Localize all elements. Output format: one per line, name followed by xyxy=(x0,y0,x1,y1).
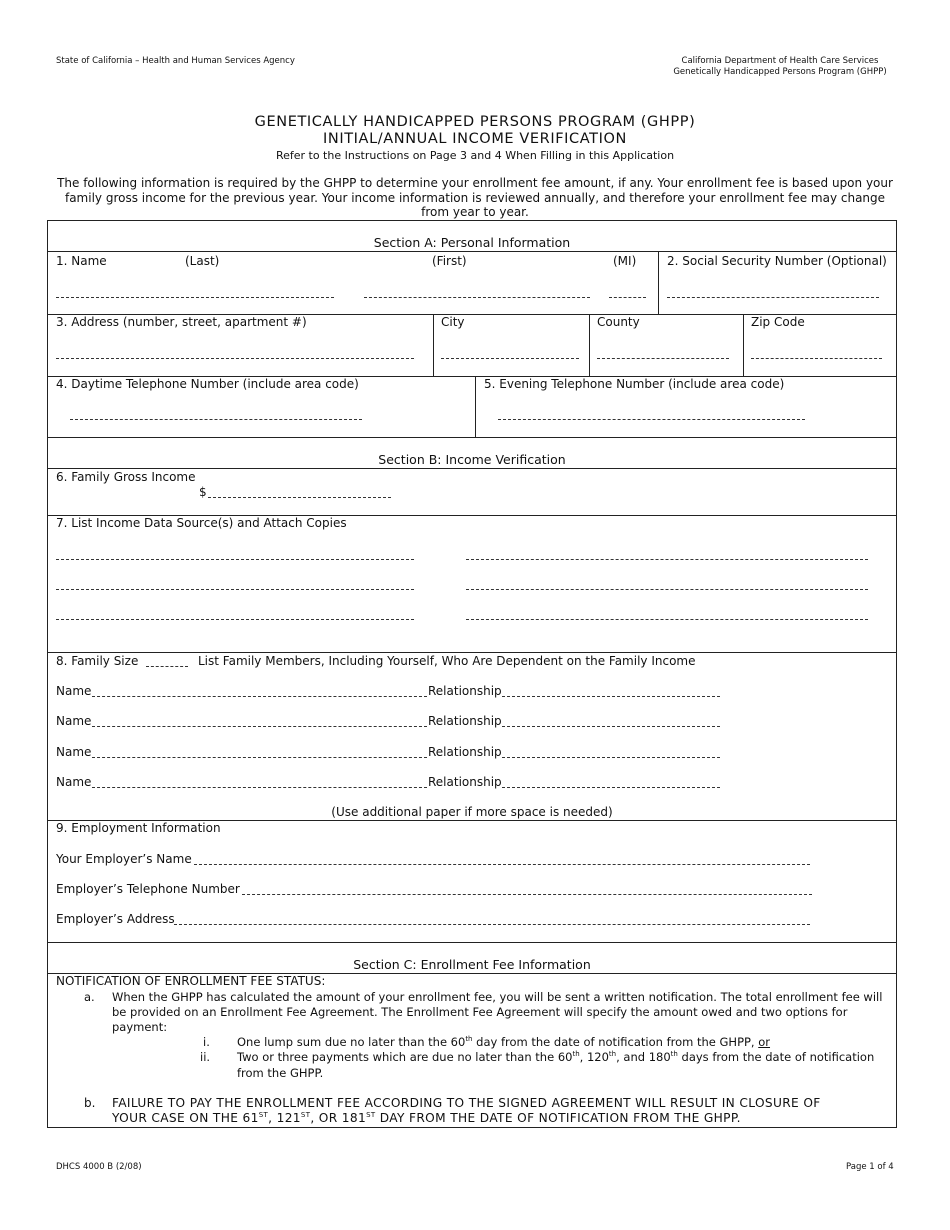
employer-name-field[interactable] xyxy=(194,864,810,865)
member-name-field[interactable] xyxy=(92,757,427,758)
relationship-field[interactable] xyxy=(502,726,720,727)
intro-line-3: from year to year. xyxy=(421,205,529,219)
item-ii-text: Two or three payments which are due no later than the 60th, 120th, and 180th days from the date of notification xyxy=(237,1050,875,1064)
item-i-marker: i. xyxy=(203,1035,210,1049)
page-number: Page 1 of 4 xyxy=(846,1162,894,1172)
member-name-label: Name xyxy=(56,775,92,789)
county-label: County xyxy=(597,315,640,329)
relationship-label: Relationship xyxy=(428,714,502,728)
section-b-heading: Section B: Income Verification xyxy=(378,452,566,467)
ssn-label: 2. Social Security Number (Optional) xyxy=(667,254,887,268)
address-field[interactable] xyxy=(56,358,414,359)
employer-address-field[interactable] xyxy=(174,924,810,925)
last-name-field[interactable] xyxy=(56,297,334,298)
family-members-label: List Family Members, Including Yourself, Who Are Dependent on the Family Income xyxy=(198,654,696,668)
item-ii-line-2: from the GHPP. xyxy=(237,1066,324,1080)
divider xyxy=(47,437,897,438)
income-source-field[interactable] xyxy=(466,559,868,560)
relationship-field[interactable] xyxy=(502,757,720,758)
divider xyxy=(475,376,476,437)
item-a-line-1: When the GHPP has calculated the amount of your enrollment fee, you will be sent a written notification. The total enrollment fee will xyxy=(112,990,883,1004)
divider xyxy=(589,314,590,376)
intro-line-1: The following information is required by the GHPP to determine your enrollment fee amount, if any. Your enrollment fee is based upon your xyxy=(57,176,893,190)
member-name-field[interactable] xyxy=(92,726,427,727)
address-label: 3. Address (number, street, apartment #) xyxy=(56,315,307,329)
city-label: City xyxy=(441,315,465,329)
member-name-label: Name xyxy=(56,714,92,728)
first-name-label: (First) xyxy=(432,254,467,268)
day-phone-label: 4. Daytime Telephone Number (include area code) xyxy=(56,377,359,391)
mi-field[interactable] xyxy=(609,297,646,298)
relationship-label: Relationship xyxy=(428,684,502,698)
member-name-label: Name xyxy=(56,684,92,698)
member-name-field[interactable] xyxy=(92,787,427,788)
mi-label: (MI) xyxy=(613,254,637,268)
zip-label: Zip Code xyxy=(751,315,805,329)
employer-phone-field[interactable] xyxy=(242,894,812,895)
relationship-field[interactable] xyxy=(502,696,720,697)
income-source-field[interactable] xyxy=(56,559,414,560)
item-i-text: One lump sum due no later than the 60th day from the date of notification from the GHPP, or xyxy=(237,1035,771,1049)
notification-heading: NOTIFICATION OF ENROLLMENT FEE STATUS: xyxy=(56,974,326,988)
relationship-field[interactable] xyxy=(502,787,720,788)
item-a-line-3: payment: xyxy=(112,1020,168,1034)
member-name-label: Name xyxy=(56,745,92,759)
divider xyxy=(47,942,897,943)
relationship-label: Relationship xyxy=(428,745,502,759)
form-title: GENETICALLY HANDICAPPED PERSONS PROGRAM (GHPP) xyxy=(254,114,696,130)
section-a-heading: Section A: Personal Information xyxy=(373,235,571,250)
family-size-label: 8. Family Size xyxy=(56,654,139,668)
evening-phone-label: 5. Evening Telephone Number (include area code) xyxy=(484,377,785,391)
form-subtitle: INITIAL/ANNUAL INCOME VERIFICATION xyxy=(323,131,627,147)
ssn-field[interactable] xyxy=(667,297,879,298)
item-a-line-2: be provided on an Enrollment Fee Agreement. The Enrollment Fee Agreement will specify the amount owed and two options for xyxy=(112,1005,848,1019)
employment-label: 9. Employment Information xyxy=(56,821,221,835)
last-name-label: (Last) xyxy=(185,254,220,268)
divider xyxy=(433,314,434,376)
dollar-sign: $ xyxy=(199,485,207,499)
first-name-field[interactable] xyxy=(364,297,590,298)
city-field[interactable] xyxy=(441,358,579,359)
divider xyxy=(47,652,897,653)
day-phone-field[interactable] xyxy=(70,419,362,420)
item-a-marker: a. xyxy=(84,990,95,1004)
income-sources-label: 7. List Income Data Source(s) and Attach Copies xyxy=(56,516,347,530)
divider xyxy=(743,314,744,376)
divider xyxy=(47,251,897,252)
income-source-field[interactable] xyxy=(56,619,414,620)
agency-name: State of California – Health and Human Services Agency xyxy=(56,56,295,66)
item-b-line-2: YOUR CASE ON THE 61ST, 121ST, OR 181ST DAY FROM THE DATE OF NOTIFICATION FROM THE GHPP. xyxy=(112,1111,741,1126)
employer-phone-label: Employer’s Telephone Number xyxy=(56,882,240,896)
item-ii-marker: ii. xyxy=(200,1050,211,1064)
program-name: Genetically Handicapped Persons Program (GHPP) xyxy=(673,67,887,77)
department-name: California Department of Health Care Services xyxy=(681,56,879,66)
evening-phone-field[interactable] xyxy=(498,419,805,420)
gross-income-field[interactable] xyxy=(208,497,391,498)
form-number: DHCS 4000 B (2/08) xyxy=(56,1162,142,1172)
divider xyxy=(47,468,897,469)
zip-field[interactable] xyxy=(751,358,882,359)
employer-address-label: Employer’s Address xyxy=(56,912,175,926)
section-c-heading: Section C: Enrollment Fee Information xyxy=(353,957,591,972)
relationship-label: Relationship xyxy=(428,775,502,789)
name-label: 1. Name xyxy=(56,254,107,268)
member-name-field[interactable] xyxy=(92,696,427,697)
intro-line-2: family gross income for the previous year. Your income information is reviewed annually, and therefore your enrollment fee may change xyxy=(64,191,886,205)
family-size-field[interactable] xyxy=(146,666,188,667)
additional-paper-note: (Use additional paper if more space is needed) xyxy=(331,805,613,819)
gross-income-label: 6. Family Gross Income xyxy=(56,470,196,484)
income-source-field[interactable] xyxy=(466,619,868,620)
income-source-field[interactable] xyxy=(466,589,868,590)
form-instructions: Refer to the Instructions on Page 3 and 4 When Filling in this Application xyxy=(275,149,675,162)
item-b-line-1: FAILURE TO PAY THE ENROLLMENT FEE ACCORDING TO THE SIGNED AGREEMENT WILL RESULT IN CLOSURE OF xyxy=(112,1096,821,1110)
income-source-field[interactable] xyxy=(56,589,414,590)
divider xyxy=(658,251,659,314)
county-field[interactable] xyxy=(597,358,729,359)
employer-name-label: Your Employer’s Name xyxy=(56,852,192,866)
item-b-marker: b. xyxy=(84,1096,96,1110)
